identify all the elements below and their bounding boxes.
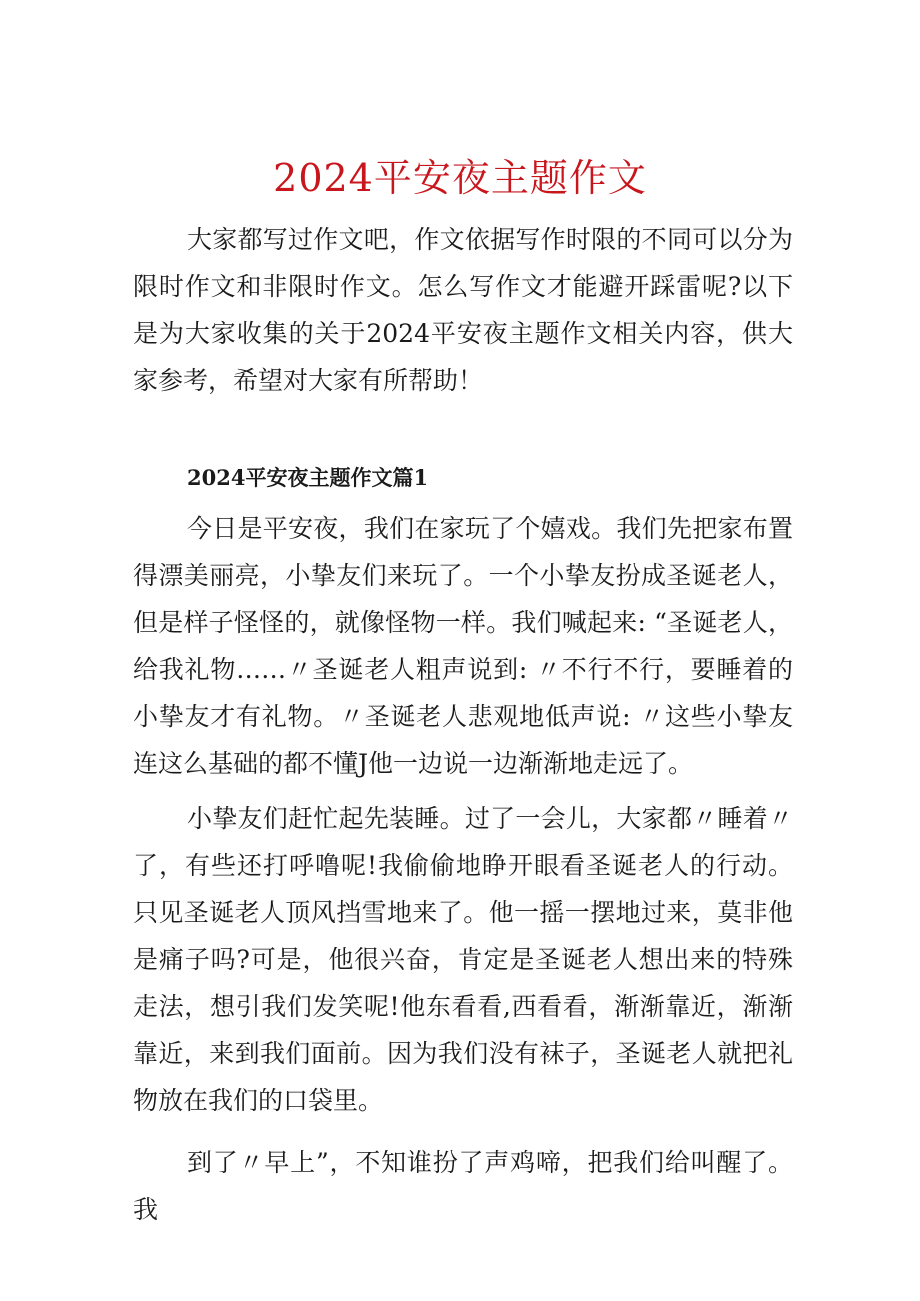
body-paragraph: 到了〃早上”，不知谁扮了声鸡啼，把我们给叫醒了。我 [133, 1148, 793, 1224]
document-title: 2024平安夜主题作文 [273, 156, 647, 200]
section-heading: 2024平安夜主题作文篇1 [187, 465, 429, 490]
intro-paragraph: 大家都写过作文吧，作文依据写作时限的不同可以分为限时作文和非限时作文。怎么写作文才能避开踩雷呢?以下是为大家收集的关于2024平安夜主题作文相关内容，供大家参考，希望对大家有所帮助！ [133, 225, 793, 395]
body-paragraph: 小挚友们赶忙起先装睡。过了一会儿，大家都〃睡着〃了，有些还打呼噜呢!我偷偷地睁开眼看圣诞老人的行动。只见圣诞老人顶风挡雪地来了。他一摇一摆地过来，莫非他是痛子吗?可是，他很兴奋，肯定是圣诞老人想出来的特殊走法，想引我们发笑呢!他东看看,西看看，渐渐靠近，渐渐靠近，来到我们面前。因为我们没有袜子，圣诞老人就把礼物放在我们的口袋里。 [133, 804, 793, 1115]
body-paragraph: 今日是平安夜，我们在家玩了个嬉戏。我们先把家布置得漂美丽亮，小挚友们来玩了。一个小挚友扮成圣诞老人，但是样子怪怪的，就像怪物一样。我们喊起来: “圣诞老人，给我礼物……〃圣诞老人粗声说到: 〃不行不行，要睡着的小挚友才有礼物。〃圣诞老人悲观地低声说: 〃这些小挚友连这么基础的都不懂J他一边说一边渐渐地走远了。 [133, 514, 793, 778]
